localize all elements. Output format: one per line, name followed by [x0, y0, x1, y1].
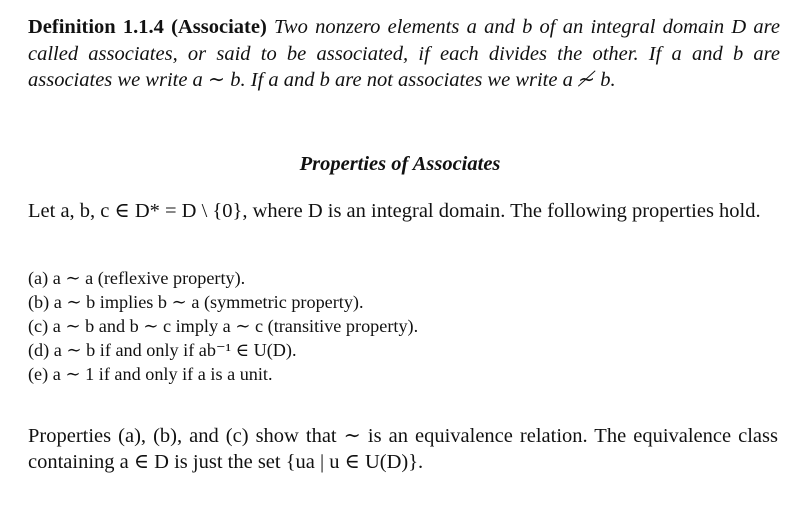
list-item: (e) a ∼ 1 if and only if a is a unit.: [28, 364, 273, 384]
list-item: (a) a ∼ a (reflexive property).: [28, 268, 246, 288]
definition-paragraph: [28, 14, 780, 94]
definition-text: Two nonzero elements a and b of an integral domain D are called associates, or said to be associated, if each divides the other. If a and b are associates we write a ∼ b. If a and b are not associates we write a ≁ b.: [28, 16, 780, 91]
list-item: (d) a ∼ b if and only if ab⁻¹ ∈ U(D).: [28, 340, 297, 360]
list-item: (b) a ∼ b implies b ∼ a (symmetric property).: [28, 292, 364, 312]
conclusion-paragraph: Properties (a), (b), and (c) show that ∼ is an equivalence relation. The equivalence class containing a ∈ D is just the set {ua | u ∈ U(D)}.: [28, 425, 778, 473]
properties-list: [28, 266, 768, 386]
definition-heading: Definition 1.1.4 (Associate): [28, 16, 267, 38]
intro-paragraph: Let a, b, c ∈ D* = D \ {0}, where D is an integral domain. The following properties hold.: [28, 200, 761, 222]
list-item: (c) a ∼ b and b ∼ c imply a ∼ c (transitive property).: [28, 316, 419, 336]
section-title: Properties of Associates: [299, 153, 501, 175]
